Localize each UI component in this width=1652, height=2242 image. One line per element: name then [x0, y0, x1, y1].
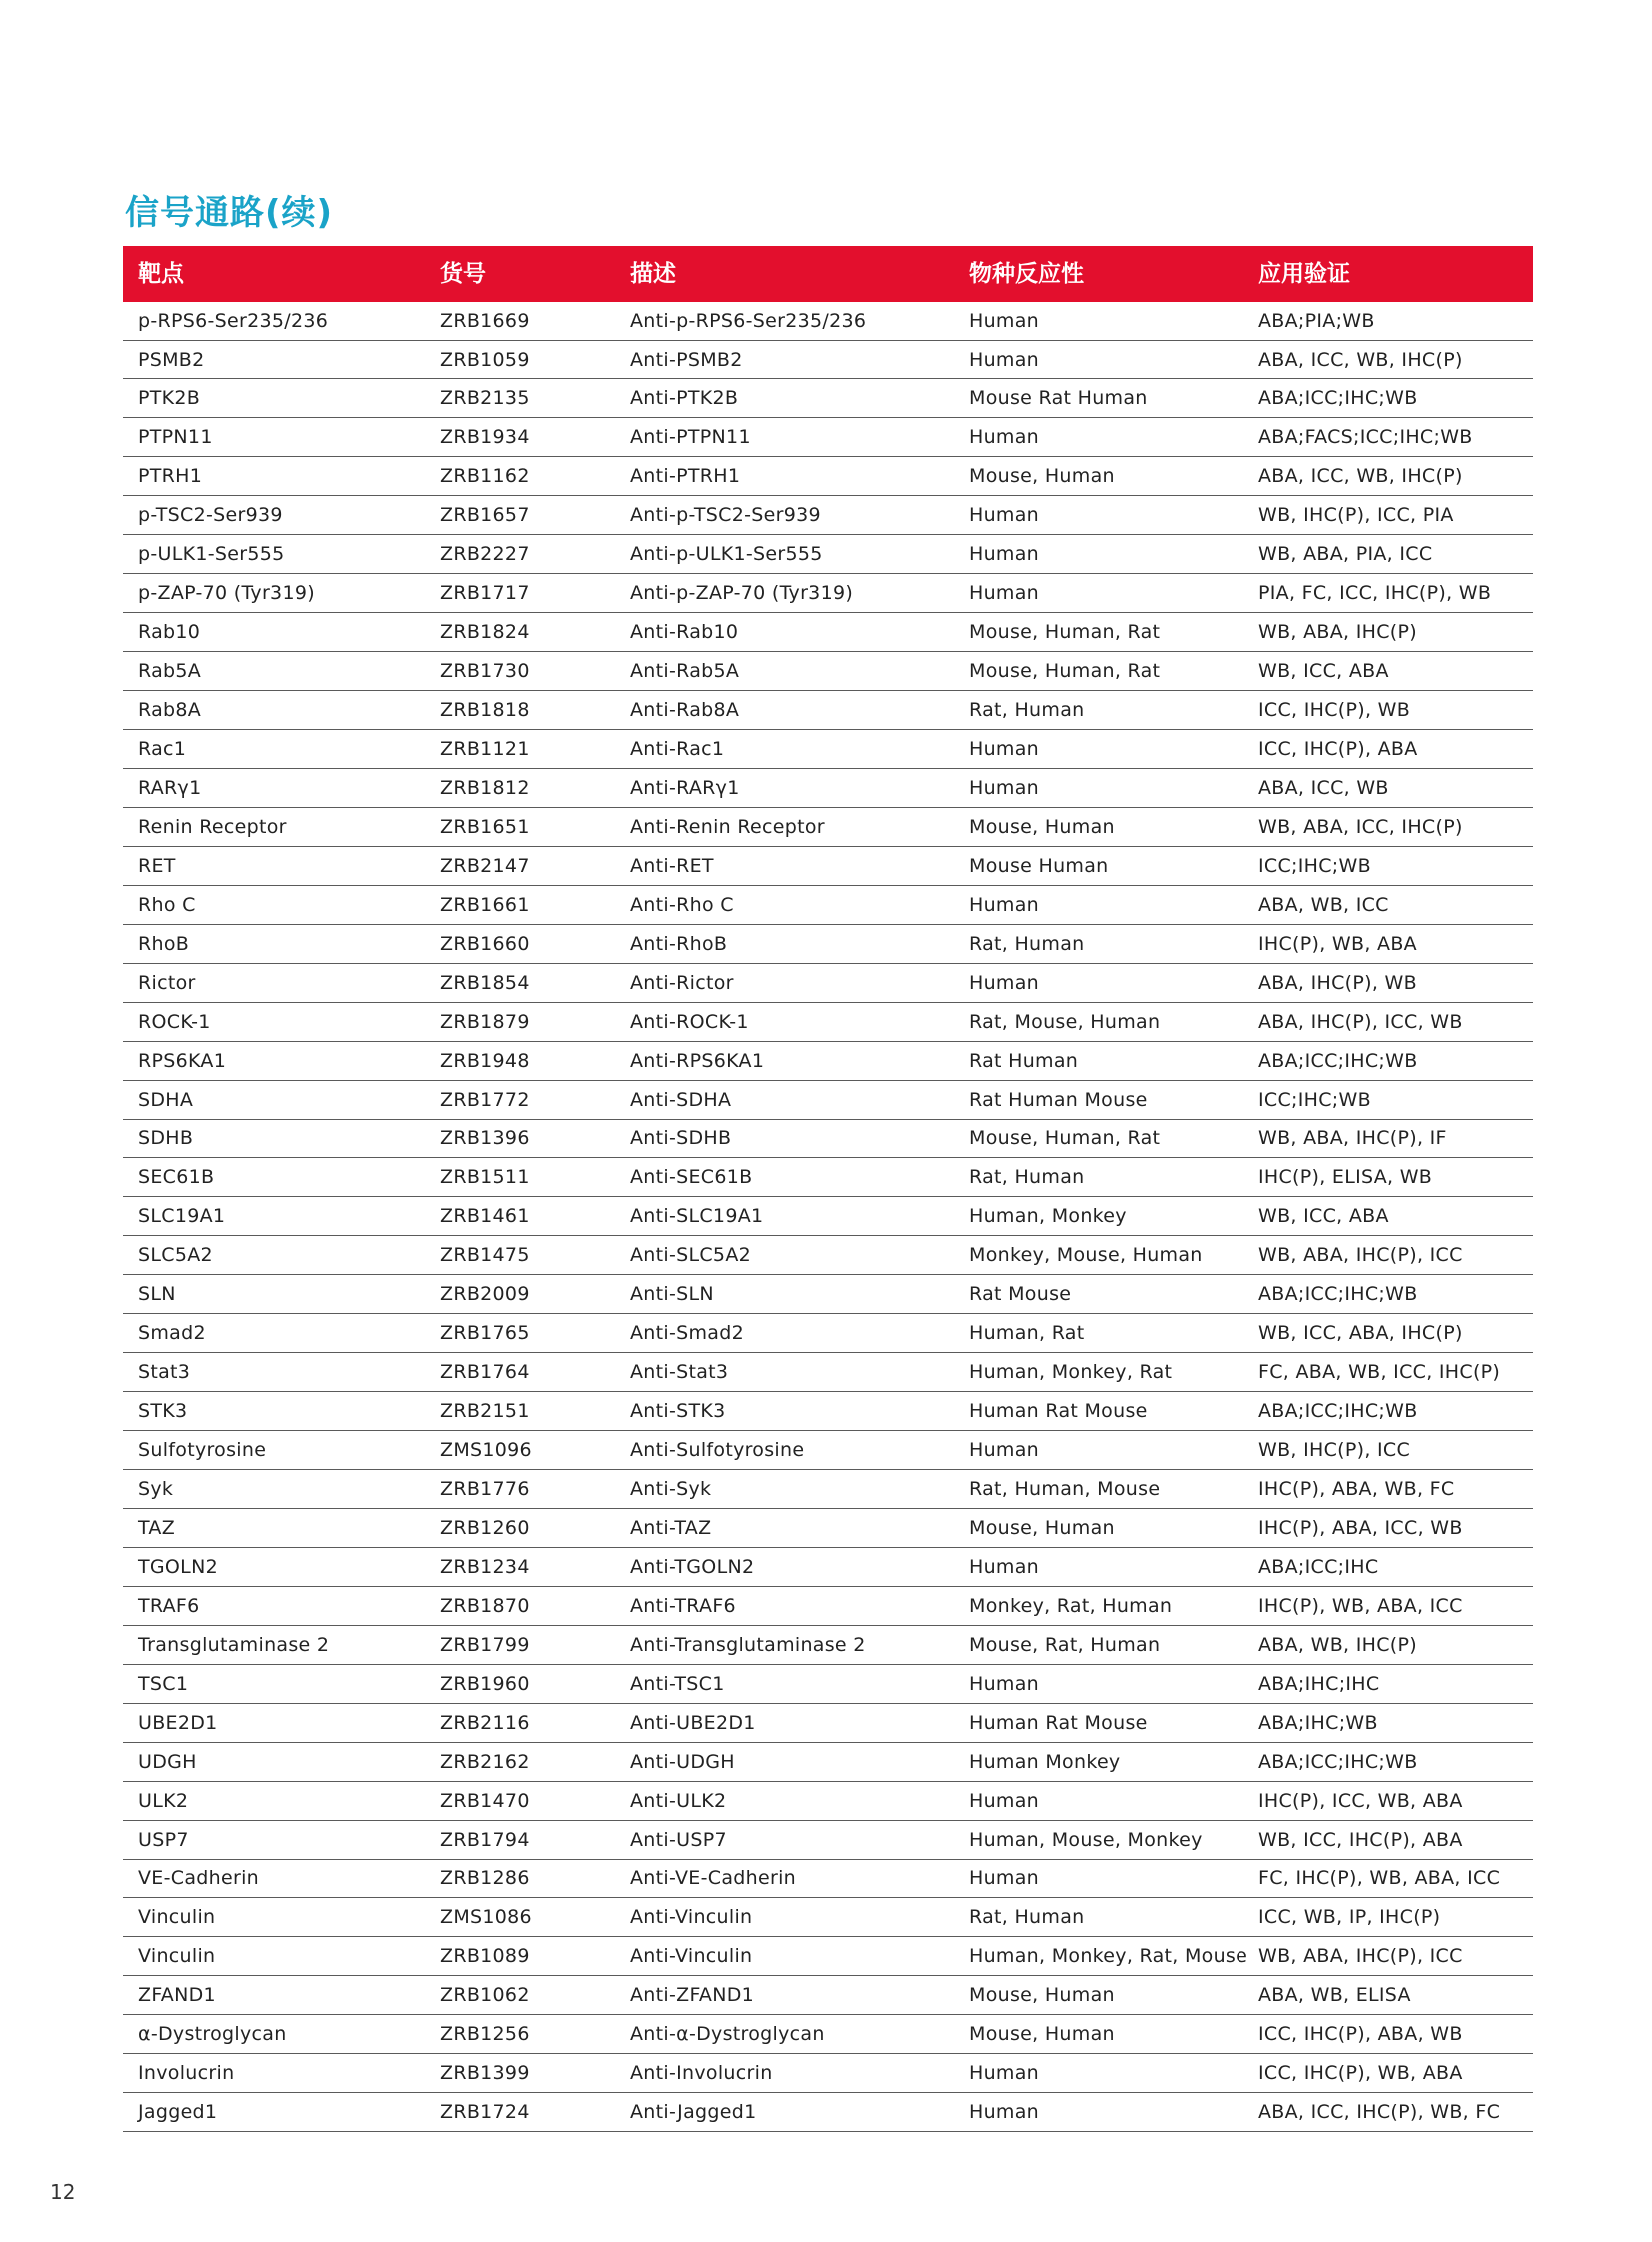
cell-target: Rho C: [138, 894, 196, 916]
cell-description: Anti-TGOLN2: [630, 1556, 755, 1578]
cell-applications: IHC(P), WB, ABA, ICC: [1258, 1595, 1463, 1617]
cell-catalog-number: ZRB1879: [440, 1011, 530, 1033]
cell-description: Anti-PTK2B: [630, 387, 739, 409]
cell-species: Mouse, Human: [969, 2023, 1115, 2045]
table-row: [123, 1587, 1533, 1626]
cell-species: Mouse, Human, Rat: [969, 660, 1161, 682]
cell-species: Mouse, Human: [969, 1984, 1115, 2006]
cell-target: TGOLN2: [138, 1556, 218, 1578]
cell-applications: ICC, IHC(P), ABA: [1258, 738, 1418, 760]
table-row: [123, 418, 1533, 457]
cell-description: Anti-Rab5A: [630, 660, 740, 682]
cell-target: SLC5A2: [138, 1244, 213, 1266]
cell-target: Rab5A: [138, 660, 202, 682]
cell-description: Anti-p-RPS6-Ser235/236: [630, 310, 867, 332]
cell-catalog-number: ZRB2135: [440, 387, 530, 409]
cell-species: Rat Human: [969, 1050, 1079, 1072]
cell-applications: WB, ABA, PIA, ICC: [1258, 543, 1433, 565]
table-row: [123, 769, 1533, 808]
cell-target: Rab10: [138, 621, 201, 643]
cell-description: Anti-TAZ: [630, 1517, 712, 1539]
cell-target: SDHB: [138, 1127, 194, 1149]
cell-description: Anti-Vinculin: [630, 1906, 753, 1928]
table-row: [123, 613, 1533, 652]
table-row: [123, 886, 1533, 925]
table-row: [123, 1976, 1533, 2015]
cell-description: Anti-SLN: [630, 1283, 714, 1305]
cell-applications: IHC(P), ABA, WB, FC: [1258, 1478, 1455, 1500]
table-row: [123, 1353, 1533, 1392]
table-body: [123, 302, 1533, 2132]
cell-description: Anti-TRAF6: [630, 1595, 736, 1617]
cell-species: Monkey, Rat, Human: [969, 1595, 1173, 1617]
cell-species: Human Monkey: [969, 1751, 1121, 1773]
cell-description: Anti-PTPN11: [630, 426, 751, 448]
cell-applications: IHC(P), WB, ABA: [1258, 933, 1417, 955]
cell-species: Human: [969, 1556, 1040, 1578]
cell-species: Rat, Human: [969, 1906, 1085, 1928]
cell-target: RhoB: [138, 933, 190, 955]
cell-target: Involucrin: [138, 2062, 235, 2084]
table-row: [123, 1626, 1533, 1665]
cell-description: Anti-TSC1: [630, 1673, 725, 1695]
cell-target: Transglutaminase 2: [138, 1634, 330, 1656]
table-row: [123, 574, 1533, 613]
cell-applications: WB, ICC, ABA, IHC(P): [1258, 1322, 1463, 1344]
cell-catalog-number: ZRB1948: [440, 1050, 530, 1072]
cell-species: Human: [969, 310, 1040, 332]
cell-species: Human: [969, 894, 1040, 916]
cell-target: TRAF6: [138, 1595, 200, 1617]
cell-applications: ABA, IHC(P), ICC, WB: [1258, 1011, 1463, 1033]
cell-catalog-number: ZRB1475: [440, 1244, 530, 1266]
cell-species: Human: [969, 777, 1040, 799]
cell-applications: ABA;ICC;IHC;WB: [1258, 1050, 1418, 1072]
cell-target: Rab8A: [138, 699, 202, 721]
cell-target: SEC61B: [138, 1166, 215, 1188]
cell-description: Anti-Syk: [630, 1478, 712, 1500]
cell-description: Anti-Jagged1: [630, 2101, 757, 2123]
table-row: [123, 2015, 1533, 2054]
cell-catalog-number: ZRB1794: [440, 1829, 530, 1851]
table-row: [123, 379, 1533, 418]
cell-applications: ICC, IHC(P), WB, ABA: [1258, 2062, 1463, 2084]
cell-applications: ABA;ICC;IHC;WB: [1258, 387, 1418, 409]
cell-description: Anti-Stat3: [630, 1361, 729, 1383]
cell-target: SDHA: [138, 1089, 194, 1111]
cell-applications: ABA, WB, IHC(P): [1258, 1634, 1417, 1656]
cell-species: Mouse Rat Human: [969, 387, 1148, 409]
cell-catalog-number: ZRB1121: [440, 738, 530, 760]
cell-description: Anti-ROCK-1: [630, 1011, 749, 1033]
cell-catalog-number: ZRB1399: [440, 2062, 530, 2084]
cell-catalog-number: ZRB1660: [440, 933, 530, 955]
cell-target: UBE2D1: [138, 1712, 218, 1734]
cell-description: Anti-RARγ1: [630, 777, 740, 799]
cell-target: TSC1: [138, 1673, 189, 1695]
cell-applications: ABA, ICC, WB, IHC(P): [1258, 349, 1463, 371]
cell-applications: ABA, IHC(P), WB: [1258, 972, 1417, 994]
cell-species: Human Rat Mouse: [969, 1712, 1148, 1734]
cell-applications: ABA;ICC;IHC;WB: [1258, 1283, 1418, 1305]
cell-target: Smad2: [138, 1322, 206, 1344]
cell-catalog-number: ZRB1470: [440, 1790, 530, 1812]
header-catalog-number: 货号: [440, 261, 486, 287]
cell-description: Anti-Smad2: [630, 1322, 744, 1344]
cell-catalog-number: ZRB1764: [440, 1361, 530, 1383]
cell-applications: WB, IHC(P), ICC, PIA: [1258, 504, 1454, 526]
cell-species: Rat, Human, Mouse: [969, 1478, 1161, 1500]
cell-catalog-number: ZRB1062: [440, 1984, 530, 2006]
cell-species: Human: [969, 1868, 1040, 1889]
cell-applications: IHC(P), ABA, ICC, WB: [1258, 1517, 1463, 1539]
cell-description: Anti-Rab8A: [630, 699, 740, 721]
cell-catalog-number: ZRB1765: [440, 1322, 530, 1344]
cell-applications: ABA;IHC;IHC: [1258, 1673, 1380, 1695]
cell-description: Anti-USP7: [630, 1829, 727, 1851]
table-row: [123, 1743, 1533, 1782]
cell-target: Vinculin: [138, 1906, 216, 1928]
cell-species: Human: [969, 349, 1040, 371]
cell-applications: ABA;IHC;WB: [1258, 1712, 1378, 1734]
cell-species: Rat Human Mouse: [969, 1089, 1148, 1111]
cell-species: Rat, Human: [969, 699, 1085, 721]
cell-applications: WB, ICC, ABA: [1258, 1205, 1389, 1227]
cell-applications: ABA, WB, ICC: [1258, 894, 1389, 916]
cell-description: Anti-Transglutaminase 2: [630, 1634, 866, 1656]
cell-applications: ABA, ICC, WB, IHC(P): [1258, 465, 1463, 487]
cell-target: PTRH1: [138, 465, 203, 487]
table-row: [123, 1704, 1533, 1743]
cell-catalog-number: ZRB1162: [440, 465, 530, 487]
cell-target: TAZ: [138, 1517, 176, 1539]
cell-description: Anti-VE-Cadherin: [630, 1868, 797, 1889]
cell-catalog-number: ZRB1870: [440, 1595, 530, 1617]
table-row: [123, 1275, 1533, 1314]
cell-applications: WB, ABA, IHC(P), ICC: [1258, 1945, 1463, 1967]
cell-applications: ICC, IHC(P), WB: [1258, 699, 1411, 721]
cell-catalog-number: ZRB1657: [440, 504, 530, 526]
cell-species: Human: [969, 738, 1040, 760]
cell-applications: ABA;ICC;IHC;WB: [1258, 1400, 1418, 1422]
cell-description: Anti-Rab10: [630, 621, 739, 643]
cell-catalog-number: ZRB1724: [440, 2101, 530, 2123]
cell-species: Human, Monkey, Rat: [969, 1361, 1173, 1383]
cell-applications: IHC(P), ELISA, WB: [1258, 1166, 1433, 1188]
cell-description: Anti-p-ULK1-Ser555: [630, 543, 823, 565]
cell-description: Anti-Rac1: [630, 738, 725, 760]
cell-species: Human: [969, 504, 1040, 526]
table-row: [123, 1042, 1533, 1081]
page-number: 12: [50, 2180, 76, 2204]
table-row: [123, 341, 1533, 379]
cell-target: PTK2B: [138, 387, 201, 409]
cell-species: Human: [969, 1673, 1040, 1695]
cell-description: Anti-RPS6KA1: [630, 1050, 765, 1072]
cell-target: Sulfotyrosine: [138, 1439, 267, 1461]
cell-target: Syk: [138, 1478, 174, 1500]
cell-applications: ABA, ICC, IHC(P), WB, FC: [1258, 2101, 1501, 2123]
cell-catalog-number: ZRB1818: [440, 699, 530, 721]
cell-target: Renin Receptor: [138, 816, 287, 838]
cell-applications: WB, ICC, ABA: [1258, 660, 1389, 682]
cell-catalog-number: ZRB1812: [440, 777, 530, 799]
cell-catalog-number: ZRB2116: [440, 1712, 530, 1734]
cell-applications: ABA;PIA;WB: [1258, 310, 1375, 332]
cell-applications: ICC;IHC;WB: [1258, 1089, 1371, 1111]
cell-catalog-number: ZRB1511: [440, 1166, 530, 1188]
cell-catalog-number: ZRB1669: [440, 310, 530, 332]
cell-catalog-number: ZRB2009: [440, 1283, 530, 1305]
cell-applications: FC, IHC(P), WB, ABA, ICC: [1258, 1868, 1501, 1889]
cell-species: Rat, Mouse, Human: [969, 1011, 1161, 1033]
cell-target: RARγ1: [138, 777, 202, 799]
cell-applications: WB, ICC, IHC(P), ABA: [1258, 1829, 1463, 1851]
cell-catalog-number: ZRB1854: [440, 972, 530, 994]
cell-description: Anti-Renin Receptor: [630, 816, 825, 838]
cell-target: p-TSC2-Ser939: [138, 504, 283, 526]
cell-catalog-number: ZRB1651: [440, 816, 530, 838]
cell-target: RET: [138, 855, 176, 877]
table-row: [123, 691, 1533, 730]
cell-catalog-number: ZRB1799: [440, 1634, 530, 1656]
cell-species: Rat, Human: [969, 933, 1085, 955]
cell-species: Mouse, Rat, Human: [969, 1634, 1161, 1656]
cell-species: Mouse Human: [969, 855, 1109, 877]
cell-applications: ABA, ICC, WB: [1258, 777, 1389, 799]
cell-description: Anti-SEC61B: [630, 1166, 753, 1188]
cell-species: Mouse, Human: [969, 816, 1115, 838]
cell-description: Anti-SDHA: [630, 1089, 732, 1111]
cell-species: Human: [969, 1439, 1040, 1461]
cell-target: α-Dystroglycan: [138, 2023, 287, 2045]
cell-target: Rictor: [138, 972, 196, 994]
cell-description: Anti-STK3: [630, 1400, 726, 1422]
cell-target: PSMB2: [138, 349, 205, 371]
cell-species: Human: [969, 2101, 1040, 2123]
cell-description: Anti-RhoB: [630, 933, 728, 955]
cell-species: Human: [969, 2062, 1040, 2084]
table-header: [123, 246, 1533, 302]
cell-applications: WB, ABA, IHC(P): [1258, 621, 1417, 643]
table-row: [123, 1197, 1533, 1236]
cell-species: Human, Rat: [969, 1322, 1085, 1344]
cell-applications: ICC, WB, IP, IHC(P): [1258, 1906, 1441, 1928]
cell-catalog-number: ZRB1776: [440, 1478, 530, 1500]
cell-catalog-number: ZRB1260: [440, 1517, 530, 1539]
cell-description: Anti-ULK2: [630, 1790, 727, 1812]
table-row: [123, 964, 1533, 1003]
table-row: [123, 1236, 1533, 1275]
cell-description: Anti-Rho C: [630, 894, 734, 916]
cell-species: Human, Mouse, Monkey: [969, 1829, 1203, 1851]
cell-applications: ABA;FACS;ICC;IHC;WB: [1258, 426, 1473, 448]
cell-species: Rat, Human: [969, 1166, 1085, 1188]
cell-catalog-number: ZRB1286: [440, 1868, 530, 1889]
cell-description: Anti-SLC19A1: [630, 1205, 764, 1227]
cell-species: Mouse, Human, Rat: [969, 621, 1161, 643]
cell-description: Anti-p-ZAP-70 (Tyr319): [630, 582, 854, 604]
cell-catalog-number: ZRB1824: [440, 621, 530, 643]
table-row: [123, 1937, 1533, 1976]
table-row: [123, 302, 1533, 341]
cell-target: VE-Cadherin: [138, 1868, 259, 1889]
cell-species: Human, Monkey: [969, 1205, 1127, 1227]
cell-catalog-number: ZRB1089: [440, 1945, 530, 1967]
cell-catalog-number: ZRB1256: [440, 2023, 530, 2045]
table-row: [123, 1081, 1533, 1120]
table-row: [123, 496, 1533, 535]
cell-target: Vinculin: [138, 1945, 216, 1967]
cell-catalog-number: ZRB1772: [440, 1089, 530, 1111]
cell-applications: FC, ABA, WB, ICC, IHC(P): [1258, 1361, 1501, 1383]
cell-species: Human: [969, 543, 1040, 565]
cell-applications: ICC;IHC;WB: [1258, 855, 1371, 877]
cell-species: Mouse, Human: [969, 465, 1115, 487]
cell-catalog-number: ZRB1960: [440, 1673, 530, 1695]
table-row: [123, 2054, 1533, 2093]
cell-species: Human: [969, 582, 1040, 604]
cell-applications: ABA;ICC;IHC: [1258, 1556, 1379, 1578]
cell-catalog-number: ZRB1396: [440, 1127, 530, 1149]
table-row: [123, 1003, 1533, 1042]
cell-catalog-number: ZRB1059: [440, 349, 530, 371]
table-row: [123, 1898, 1533, 1937]
cell-target: Rac1: [138, 738, 187, 760]
header-species-reactivity: 物种反应性: [969, 261, 1084, 287]
cell-applications: WB, ABA, IHC(P), ICC: [1258, 1244, 1463, 1266]
cell-catalog-number: ZRB1730: [440, 660, 530, 682]
cell-target: p-ZAP-70 (Tyr319): [138, 582, 315, 604]
cell-catalog-number: ZRB2162: [440, 1751, 530, 1773]
table-row: [123, 1821, 1533, 1860]
table-row: [123, 535, 1533, 574]
cell-species: Rat Mouse: [969, 1283, 1072, 1305]
cell-species: Human: [969, 1790, 1040, 1812]
header-target: 靶点: [138, 261, 184, 287]
table-row: [123, 1860, 1533, 1898]
table-row: [123, 730, 1533, 769]
cell-applications: ICC, IHC(P), ABA, WB: [1258, 2023, 1463, 2045]
cell-catalog-number: ZMS1096: [440, 1439, 532, 1461]
cell-target: UDGH: [138, 1751, 197, 1773]
cell-catalog-number: ZRB1717: [440, 582, 530, 604]
cell-target: SLC19A1: [138, 1205, 226, 1227]
product-table: [123, 246, 1533, 2132]
cell-description: Anti-ZFAND1: [630, 1984, 755, 2006]
cell-description: Anti-α-Dystroglycan: [630, 2023, 825, 2045]
cell-catalog-number: ZRB2147: [440, 855, 530, 877]
header-description: 描述: [630, 261, 676, 287]
cell-target: ZFAND1: [138, 1984, 216, 2006]
table-row: [123, 847, 1533, 886]
cell-description: Anti-UBE2D1: [630, 1712, 756, 1734]
cell-catalog-number: ZRB1934: [440, 426, 530, 448]
cell-target: PTPN11: [138, 426, 213, 448]
cell-species: Mouse, Human, Rat: [969, 1127, 1161, 1149]
table-row: [123, 1509, 1533, 1548]
cell-catalog-number: ZRB1661: [440, 894, 530, 916]
cell-species: Human Rat Mouse: [969, 1400, 1148, 1422]
cell-description: Anti-Rictor: [630, 972, 734, 994]
table-row: [123, 1120, 1533, 1158]
cell-catalog-number: ZRB1234: [440, 1556, 530, 1578]
section-title: 信号通路(续): [125, 193, 334, 233]
cell-catalog-number: ZRB2227: [440, 543, 530, 565]
table-row: [123, 1782, 1533, 1821]
cell-applications: IHC(P), ICC, WB, ABA: [1258, 1790, 1463, 1812]
cell-species: Human, Monkey, Rat, Mouse: [969, 1945, 1248, 1967]
table-row: [123, 1392, 1533, 1431]
header-applications: 应用验证: [1258, 261, 1350, 287]
table-row: [123, 925, 1533, 964]
cell-target: ROCK-1: [138, 1011, 211, 1033]
cell-target: ULK2: [138, 1790, 189, 1812]
cell-target: USP7: [138, 1829, 189, 1851]
cell-description: Anti-Vinculin: [630, 1945, 753, 1967]
cell-description: Anti-PTRH1: [630, 465, 741, 487]
cell-target: Stat3: [138, 1361, 191, 1383]
cell-applications: WB, IHC(P), ICC: [1258, 1439, 1411, 1461]
cell-target: SLN: [138, 1283, 176, 1305]
cell-applications: ABA, WB, ELISA: [1258, 1984, 1411, 2006]
cell-catalog-number: ZMS1086: [440, 1906, 532, 1928]
cell-description: Anti-PSMB2: [630, 349, 743, 371]
table-row: [123, 652, 1533, 691]
cell-applications: ABA;ICC;IHC;WB: [1258, 1751, 1418, 1773]
cell-catalog-number: ZRB1461: [440, 1205, 530, 1227]
cell-species: Human: [969, 972, 1040, 994]
table-row: [123, 1431, 1533, 1470]
table-row: [123, 2093, 1533, 2132]
cell-species: Monkey, Mouse, Human: [969, 1244, 1203, 1266]
table-row: [123, 1665, 1533, 1704]
cell-description: Anti-Involucrin: [630, 2062, 773, 2084]
table-row: [123, 808, 1533, 847]
cell-catalog-number: ZRB2151: [440, 1400, 530, 1422]
cell-description: Anti-SDHB: [630, 1127, 732, 1149]
cell-target: STK3: [138, 1400, 188, 1422]
cell-description: Anti-SLC5A2: [630, 1244, 752, 1266]
table-row: [123, 1470, 1533, 1509]
cell-description: Anti-Sulfotyrosine: [630, 1439, 805, 1461]
cell-target: RPS6KA1: [138, 1050, 227, 1072]
cell-applications: WB, ABA, IHC(P), IF: [1258, 1127, 1447, 1149]
table-row: [123, 457, 1533, 496]
table-row: [123, 1548, 1533, 1587]
cell-species: Mouse, Human: [969, 1517, 1115, 1539]
cell-applications: WB, ABA, ICC, IHC(P): [1258, 816, 1463, 838]
cell-description: Anti-UDGH: [630, 1751, 735, 1773]
cell-description: Anti-RET: [630, 855, 714, 877]
cell-species: Human: [969, 426, 1040, 448]
cell-applications: PIA, FC, ICC, IHC(P), WB: [1258, 582, 1492, 604]
cell-target: Jagged1: [138, 2101, 218, 2123]
cell-description: Anti-p-TSC2-Ser939: [630, 504, 821, 526]
table-row: [123, 1158, 1533, 1197]
cell-target: p-ULK1-Ser555: [138, 543, 285, 565]
table-row: [123, 1314, 1533, 1353]
cell-target: p-RPS6-Ser235/236: [138, 310, 329, 332]
